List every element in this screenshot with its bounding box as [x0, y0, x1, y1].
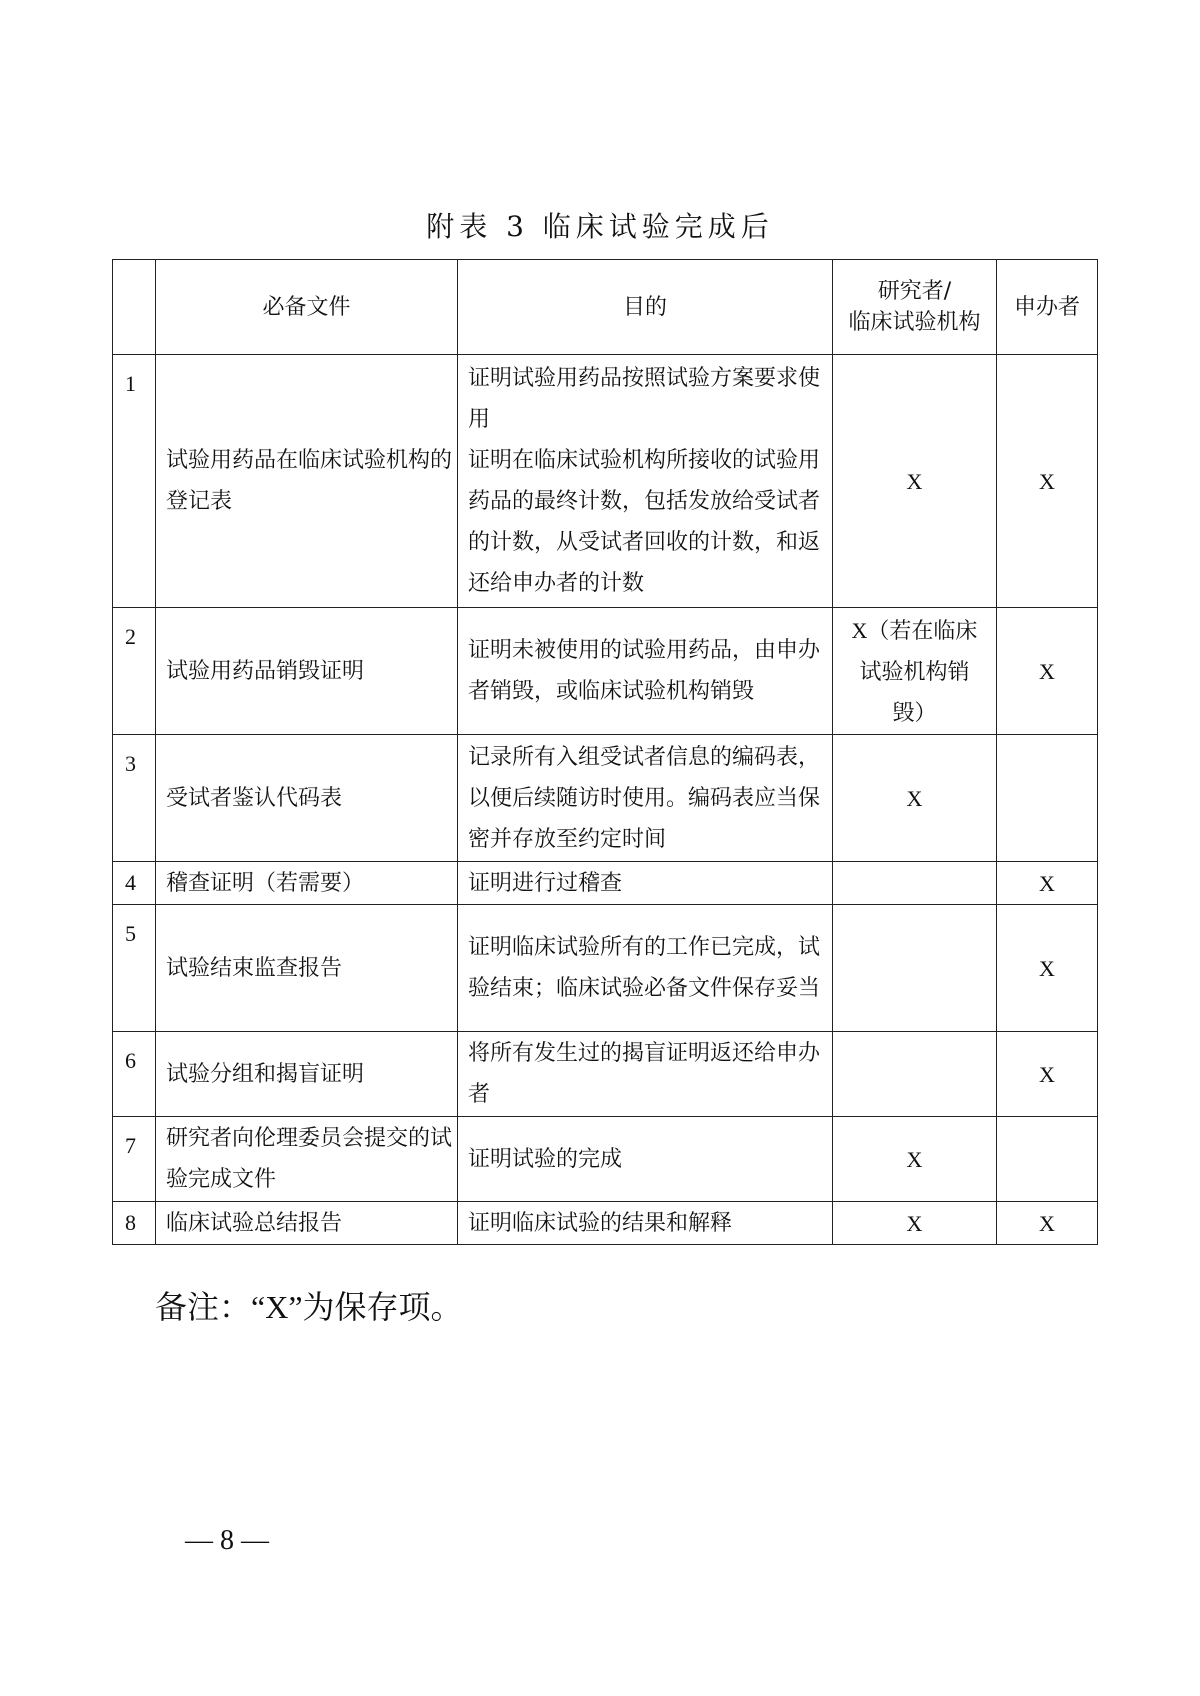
row-investigator-mark: X [833, 735, 997, 862]
row-number: 4 [113, 862, 156, 905]
row-number: 2 [113, 608, 156, 735]
row-investigator-mark: X [833, 1202, 997, 1245]
row-purpose: 证明临床试验的结果和解释 [458, 1202, 833, 1245]
table-row [113, 735, 1098, 862]
row-number: 7 [113, 1117, 156, 1202]
row-purpose: 证明试验用药品按照试验方案要求使用 证明在临床试验机构所接收的试验用药品的最终计数，包括发放给受试者的计数，从受试者回收的计数，和返还给申办者的计数 [458, 355, 833, 608]
row-sponsor-mark: X [997, 905, 1098, 1032]
row-document: 试验分组和揭盲证明 [156, 1032, 458, 1117]
row-investigator-mark [833, 862, 997, 905]
row-sponsor-mark: X [997, 1202, 1098, 1245]
table-row [113, 905, 1098, 1032]
row-document: 受试者鉴认代码表 [156, 735, 458, 862]
row-sponsor-mark: X [997, 608, 1098, 735]
page-title: 附表 3 临床试验完成后 [426, 210, 774, 243]
row-document: 临床试验总结报告 [156, 1202, 458, 1245]
table-row [113, 608, 1098, 735]
table-row [113, 1117, 1098, 1202]
row-investigator-mark: X（若在临床试验机构销毁） [833, 608, 997, 735]
row-number: 5 [113, 905, 156, 1032]
row-purpose: 证明未被使用的试验用药品，由申办者销毁，或临床试验机构销毁 [458, 608, 833, 735]
table-remark: 备注：“X”为保存项。 [155, 1289, 463, 1325]
row-investigator-mark [833, 905, 997, 1032]
row-sponsor-mark: X [997, 1032, 1098, 1117]
table-row [113, 862, 1098, 905]
header-number [113, 260, 156, 355]
row-sponsor-mark [997, 1117, 1098, 1202]
row-document: 试验用药品销毁证明 [156, 608, 458, 735]
row-document: 稽查证明（若需要） [156, 862, 458, 905]
page-number: — 8 — [185, 1525, 269, 1556]
row-number: 1 [113, 355, 156, 608]
row-sponsor-mark: X [997, 862, 1098, 905]
row-number: 6 [113, 1032, 156, 1117]
row-purpose: 证明临床试验所有的工作已完成，试验结束；临床试验必备文件保存妥当 [458, 905, 833, 1032]
row-document: 试验结束监查报告 [156, 905, 458, 1032]
header-investigator: 研究者/ 临床试验机构 [833, 260, 997, 355]
row-purpose: 将所有发生过的揭盲证明返还给申办者 [458, 1032, 833, 1117]
table-row [113, 355, 1098, 608]
row-sponsor-mark: X [997, 355, 1098, 608]
row-purpose: 记录所有入组受试者信息的编码表，以便后续随访时使用。编码表应当保密并存放至约定时间 [458, 735, 833, 862]
row-purpose: 证明进行过稽查 [458, 862, 833, 905]
row-investigator-mark: X [833, 355, 997, 608]
table-row [113, 1202, 1098, 1245]
row-investigator-mark [833, 1032, 997, 1117]
table-row [113, 1032, 1098, 1117]
header-purpose: 目的 [458, 260, 833, 355]
row-document: 试验用药品在临床试验机构的登记表 [156, 355, 458, 608]
table-header-row [113, 260, 1098, 355]
row-investigator-mark: X [833, 1117, 997, 1202]
row-document: 研究者向伦理委员会提交的试验完成文件 [156, 1117, 458, 1202]
header-document: 必备文件 [156, 260, 458, 355]
header-sponsor: 申办者 [997, 260, 1098, 355]
essential-documents-table [112, 259, 1098, 1245]
row-purpose: 证明试验的完成 [458, 1117, 833, 1202]
row-number: 3 [113, 735, 156, 862]
row-number: 8 [113, 1202, 156, 1245]
row-sponsor-mark [997, 735, 1098, 862]
